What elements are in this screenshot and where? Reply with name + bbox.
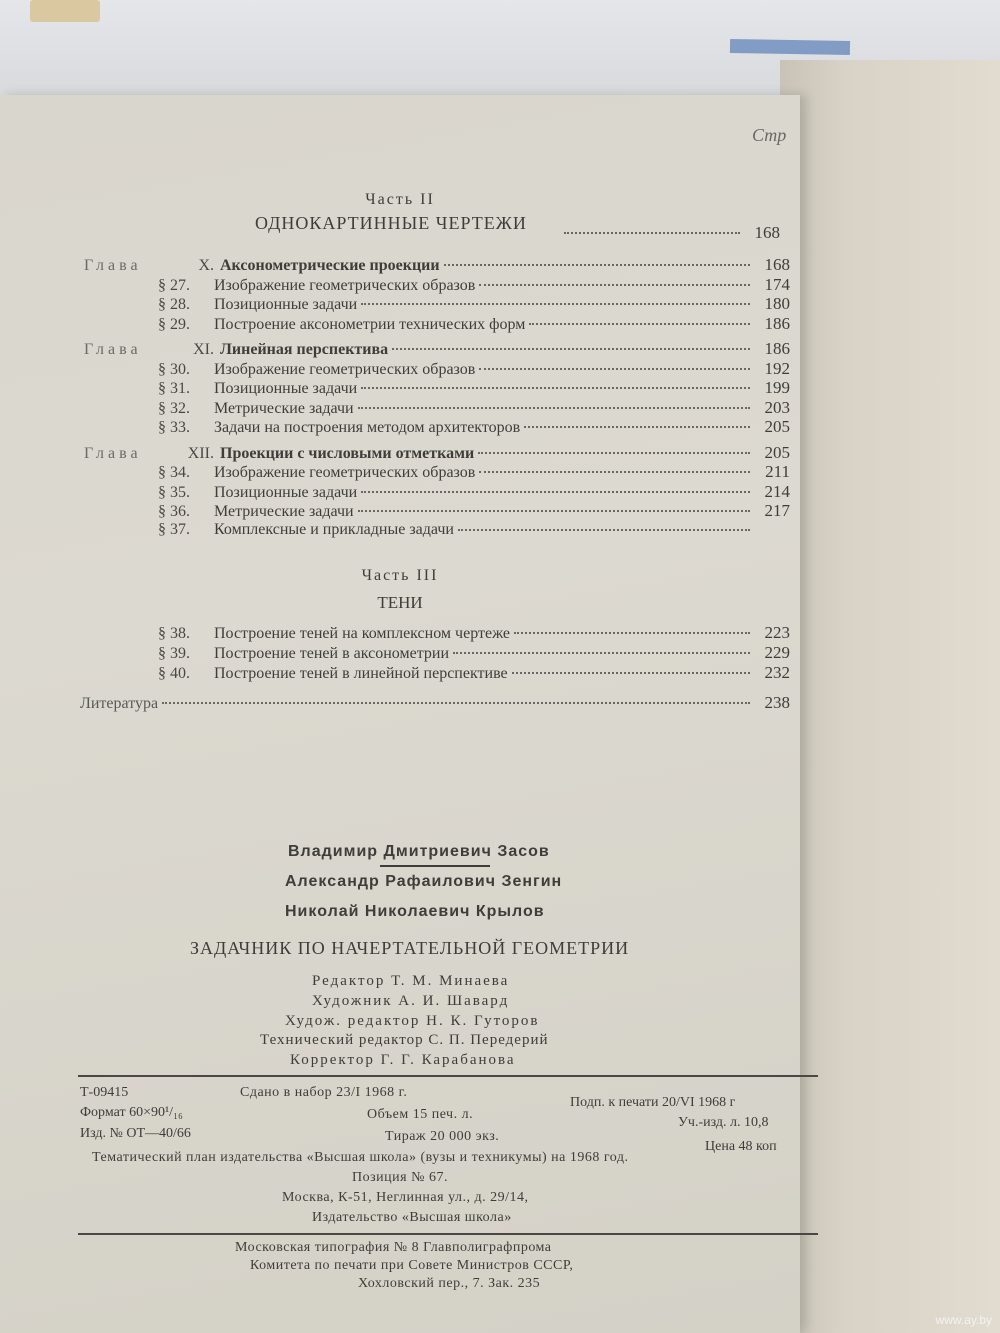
toc-section (158, 378, 790, 398)
chapter-prefix: Глава (84, 341, 142, 358)
book-cover (780, 60, 1000, 1333)
page-number: 232 (764, 663, 790, 682)
section-number: § 37. (158, 520, 190, 538)
section-title: Построение теней в аксонометрии (214, 645, 450, 662)
imprint-rule-top (78, 1075, 818, 1077)
section-number: § 35. (158, 483, 190, 501)
page-number: 223 (764, 623, 790, 642)
credit-artist: Художник А. И. Шавард (312, 993, 510, 1009)
credit-editor: Редактор Т. М. Минаева (312, 973, 510, 989)
chapter-title: Проекции с числовыми отметками (220, 444, 475, 462)
section-title: Задачи на построения методом архитекторов (214, 419, 521, 436)
page-number: 238 (764, 693, 790, 712)
chapter-title: Аксонометрические проекции (220, 257, 440, 274)
section-title: Построение аксонометрии технических форм (214, 315, 526, 333)
author-3: Николай Николаевич Крылов (285, 903, 545, 920)
toc-section (158, 275, 790, 295)
credit-tech-editor: Технический редактор С. П. Передерий (260, 1032, 549, 1048)
printer-line-2: Комитета по печати при Совете Министров СССР, (250, 1258, 574, 1273)
credit-art-editor: Худож. редактор Н. К. Гуторов (285, 1013, 540, 1029)
toc-chapter (84, 255, 790, 275)
chapter-number: XI. (193, 341, 214, 358)
section-number: § 28. (158, 296, 190, 313)
toc-section (158, 398, 790, 418)
page-number: 168 (754, 223, 780, 242)
chapter-number: X. (198, 257, 214, 274)
chapter-number: XII. (187, 444, 214, 462)
section-title: Построение теней в линейной перспективе (214, 665, 508, 682)
section-number: § 27. (158, 276, 190, 294)
chapter-title: Линейная перспектива (220, 341, 389, 358)
section-title: Метрические задачи (214, 503, 354, 520)
author-1: Владимир Дмитриевич Засов (288, 843, 550, 860)
author-2: Александр Рафаилович Зенгин (285, 873, 563, 890)
page-number: 186 (764, 339, 790, 358)
imprint-sent: Сдано в набор 23/I 1968 г. (240, 1085, 408, 1100)
section-title: Комплексные и прикладные задачи (214, 520, 454, 538)
imprint-rule-bottom (78, 1233, 818, 1235)
section-number: § 39. (158, 645, 190, 662)
imprint-plan: Тематический план издательства «Высшая школа» (вузы и техникумы) на 1968 год. (92, 1150, 629, 1165)
toc-section (158, 294, 790, 314)
page-number: 174 (764, 274, 790, 294)
section-number: § 32. (158, 399, 190, 417)
toc-section (158, 501, 790, 521)
toc-section (158, 359, 790, 379)
page-number: 205 (764, 442, 790, 462)
section-title: Позиционные задачи (214, 296, 358, 313)
chapter-prefix: Глава (84, 444, 142, 462)
section-title: Изображение геометрических образов (214, 360, 476, 378)
part-ii-title-leader (560, 223, 780, 243)
toc-section (158, 521, 790, 539)
section-title: Построение теней на комплексном чертеже (214, 625, 511, 642)
imprint-volume: Объем 15 печ. л. (367, 1107, 474, 1122)
section-number: § 33. (158, 419, 190, 436)
page-number: 186 (764, 313, 790, 333)
toc-section (158, 482, 790, 502)
page-column-label: Стр (752, 125, 787, 145)
section-number: § 36. (158, 503, 190, 520)
imprint-address: Москва, К-51, Неглинная ул., д. 29/14, (282, 1190, 529, 1205)
toc-section (158, 623, 790, 643)
imprint-format: Формат 60×90¹/₁₆ (80, 1105, 183, 1120)
toc-section (158, 314, 790, 334)
imprint-pub-sheets: Уч.-изд. л. 10,8 (678, 1115, 769, 1130)
toc-chapter (84, 443, 790, 463)
toc-section (158, 462, 790, 482)
imprint-position: Позиция № 67. (352, 1170, 448, 1185)
part-ii-title: ОДНОКАРТИННЫЕ ЧЕРТЕЖИ (255, 213, 527, 233)
section-title: Изображение геометрических образов (214, 276, 476, 294)
section-title: Метрические задачи (214, 399, 354, 417)
toc-section (158, 643, 790, 663)
imprint-print-run: Тираж 20 000 экз. (385, 1129, 500, 1144)
section-number: § 31. (158, 380, 190, 397)
literature-label: Литература (80, 695, 159, 712)
credit-corrector: Корректор Г. Г. Карабанова (290, 1052, 516, 1068)
section-title: Позиционные задачи (214, 380, 358, 397)
toc-chapter (84, 339, 790, 359)
section-title: Изображение геометрических образов (214, 464, 476, 481)
chapter-prefix: Глава (84, 257, 142, 274)
imprint-publisher: Издательство «Высшая школа» (312, 1210, 512, 1225)
imprint-price: Цена 48 коп (705, 1139, 777, 1154)
page-number: 168 (764, 255, 790, 274)
section-number: § 29. (158, 315, 190, 333)
imprint-izd: Изд. № ОТ—40/66 (80, 1126, 191, 1141)
book-page (0, 95, 800, 1333)
section-number: § 34. (158, 464, 190, 481)
page-number: 180 (764, 294, 790, 313)
imprint-code: Т-09415 (80, 1085, 129, 1100)
section-divider (380, 865, 490, 867)
imprint-signed: Подп. к печати 20/VI 1968 г (570, 1095, 736, 1110)
page-number: 199 (764, 378, 790, 397)
toc-section (158, 663, 790, 683)
page-number: 214 (764, 481, 790, 501)
book-title: ЗАДАЧНИК ПО НАЧЕРТАТЕЛЬНОЙ ГЕОМЕТРИИ (190, 938, 630, 958)
section-number: § 38. (158, 625, 190, 642)
printer-line-1: Московская типография № 8 Главполиграфпрома (235, 1240, 552, 1255)
desk-object (30, 0, 100, 22)
watermark: www.ay.by (935, 1313, 992, 1327)
section-title: Позиционные задачи (214, 483, 358, 501)
page-number: 192 (764, 358, 790, 378)
part-iii-title: ТЕНИ (377, 593, 423, 612)
section-number: § 40. (158, 665, 190, 682)
toc-literature (80, 693, 790, 713)
section-number: § 30. (158, 360, 190, 378)
part-ii-label: Часть II (365, 191, 435, 208)
printer-line-3: Хохловский пер., 7. Зак. 235 (358, 1276, 541, 1291)
toc-section (158, 417, 790, 437)
page-number: 229 (764, 643, 790, 662)
page-number: 205 (764, 417, 790, 436)
page-number: 217 (764, 501, 790, 520)
part-iii-label: Часть III (361, 567, 439, 584)
page-number: 203 (764, 397, 790, 417)
book-edge-blue (730, 39, 850, 55)
page-number: 211 (765, 462, 790, 481)
